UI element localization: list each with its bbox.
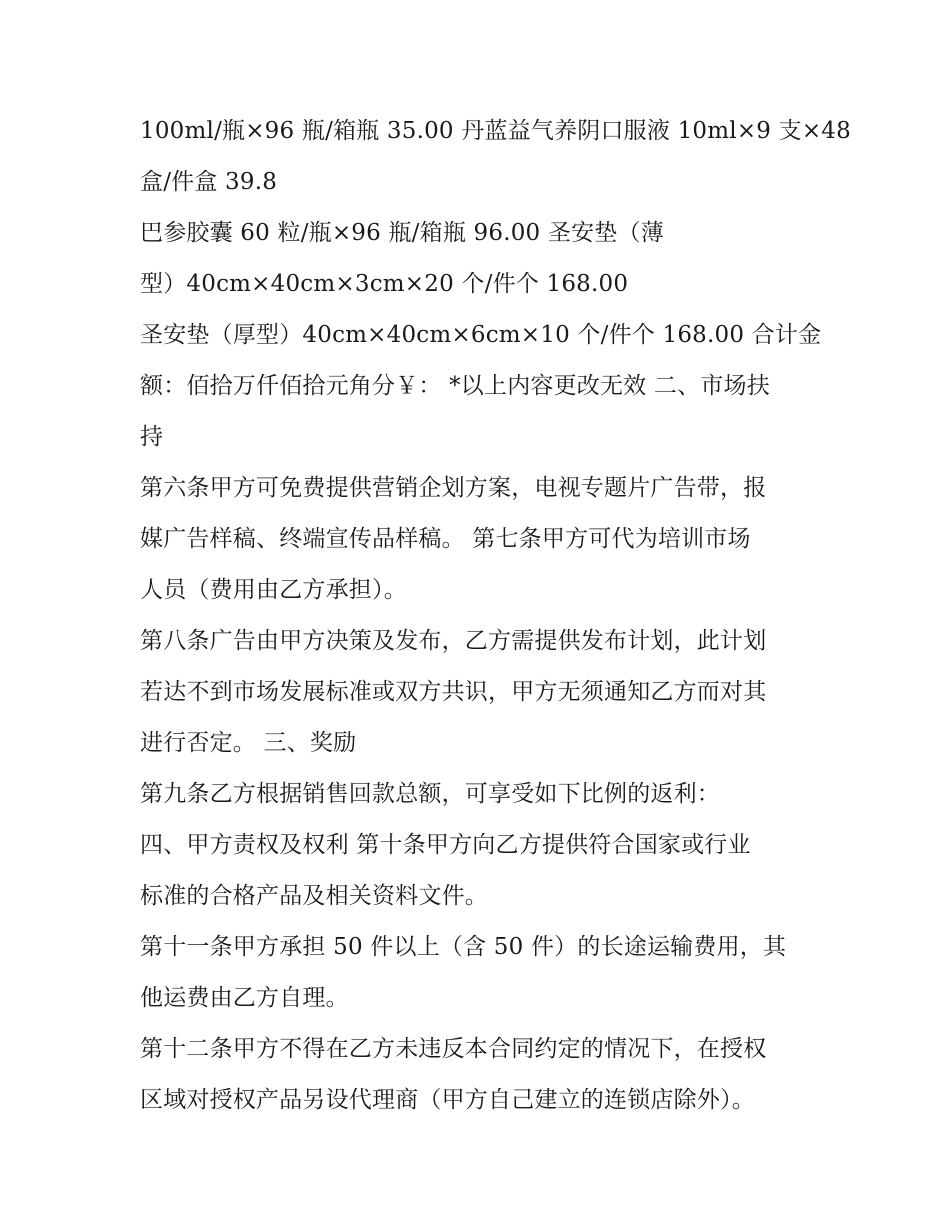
text-line-19: 第十二条甲方不得在乙方未违反本合同约定的情况下，在授权 — [140, 1036, 767, 1062]
text-line-5: 圣安垫（厚型）40cm×40cm×6cm×10 个/件个 168.00 合计金 — [140, 322, 822, 348]
text-line-9: 媒广告样稿、终端宣传品样稿。 第七条甲方可代为培训市场 — [140, 526, 751, 552]
text-line-2: 盒/件盒 39.8 — [140, 169, 278, 195]
document-body — [140, 106, 851, 1126]
text-line-14: 第九条乙方根据销售回款总额，可享受如下比例的返利： — [140, 781, 720, 807]
text-line-7: 持 — [140, 424, 164, 450]
text-line-1: 100ml/瓶×96 瓶/箱瓶 35.00 丹蓝益气养阴口服液 10ml×9 支×48 — [140, 118, 851, 144]
text-line-16: 标准的合格产品及相关资料文件。 — [140, 883, 488, 909]
text-line-20: 区域对授权产品另设代理商（甲方自己建立的连锁店除外）。 — [140, 1087, 755, 1113]
text-line-17: 第十一条甲方承担 50 件以上（含 50 件）的长途运输费用，其 — [140, 934, 787, 960]
text-line-10: 人员（费用由乙方承担）。 — [140, 577, 407, 603]
text-line-8: 第六条甲方可免费提供营销企划方案，电视专题片广告带，报 — [140, 475, 767, 501]
text-line-13: 进行否定。 三、奖励 — [140, 730, 357, 756]
text-line-6: 额：佰拾万仟佰拾元角分￥： *以上内容更改无效 二、市场扶 — [140, 373, 770, 399]
text-line-3: 巴参胶囊 60 粒/瓶×96 瓶/箱瓶 96.00 圣安垫（薄 — [140, 220, 664, 246]
text-line-11: 第八条广告由甲方决策及发布，乙方需提供发布计划，此计划 — [140, 628, 767, 654]
text-line-4: 型）40cm×40cm×3cm×20 个/件个 168.00 — [140, 271, 629, 297]
text-line-18: 他运费由乙方自理。 — [140, 985, 349, 1011]
text-line-12: 若达不到市场发展标准或双方共识，甲方无须通知乙方而对其 — [140, 679, 767, 705]
text-line-15: 四、甲方责权及权利 第十条甲方向乙方提供符合国家或行业 — [140, 832, 751, 858]
